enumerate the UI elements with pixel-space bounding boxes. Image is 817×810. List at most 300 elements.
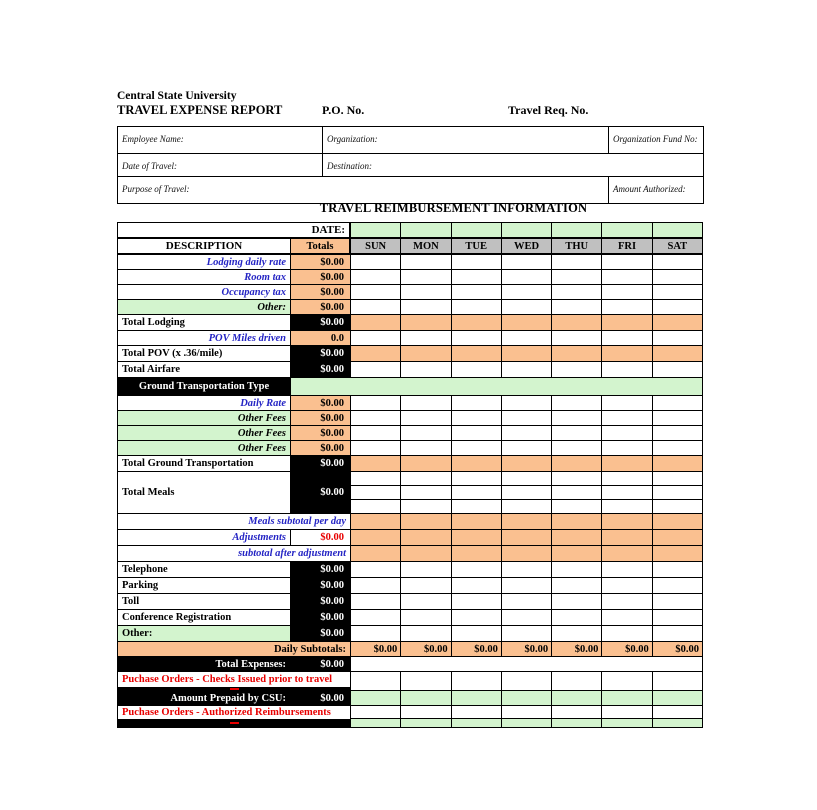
day-header-mon: MON: [401, 239, 451, 255]
meals-subtotal-per-day-day-cell-sat[interactable]: [653, 514, 703, 530]
amount-prepaid-csu-day-cell-tue[interactable]: [452, 691, 502, 706]
lodging-daily-rate-total-cell[interactable]: $0.00: [291, 255, 351, 270]
bottom-strip-day-cell-wed[interactable]: [502, 719, 552, 728]
daily-subtotals-value-thu: $0.00: [552, 642, 602, 657]
amount-prepaid-csu-day-cell-sat[interactable]: [653, 691, 703, 706]
lodging-daily-rate-day-cell-sun[interactable]: [351, 255, 401, 270]
lodging-other-row: [118, 300, 703, 315]
lodging-other-day-cell-mon[interactable]: [401, 300, 451, 315]
total-airfare-day-cell-fri[interactable]: [602, 362, 652, 378]
lodging-other-day-cell-sat[interactable]: [653, 300, 703, 315]
organization-field[interactable]: [323, 127, 609, 154]
amount-prepaid-csu-label: Amount Prepaid by CSU:: [170, 692, 286, 704]
occupancy-tax-day-cell-tue[interactable]: [452, 285, 502, 300]
toll-day-cell-mon[interactable]: [401, 594, 451, 610]
other-expenses-day-cell-mon[interactable]: [401, 626, 451, 642]
pov-miles-driven-day-cell-fri[interactable]: [602, 331, 652, 346]
lodging-daily-rate-day-cell-mon[interactable]: [401, 255, 451, 270]
po-checks-issued-day-cell-tue[interactable]: [452, 672, 502, 691]
amount-prepaid-csu-day-cell-sun[interactable]: [351, 691, 401, 706]
amount-prepaid-csu-day-cell-wed[interactable]: [502, 691, 552, 706]
po-authorized-reimbursements-day-cell-mon[interactable]: [401, 706, 451, 719]
po-authorized-reimbursements-day-cell-sat[interactable]: [653, 706, 703, 719]
ground-transportation-type-band-cell[interactable]: [291, 378, 703, 396]
total-meals-day-cell-thu-3[interactable]: [552, 500, 601, 513]
subtotal-after-adjustment-day-cell-sun[interactable]: [351, 546, 401, 562]
adjustments-day-cell-tue[interactable]: [452, 530, 502, 546]
total-airfare-day-cell-sun[interactable]: [351, 362, 401, 378]
total-meals-day-cell-mon-1[interactable]: [401, 472, 450, 486]
adjustments-day-cell-sat[interactable]: [653, 530, 703, 546]
other-fees-1-row: [118, 411, 703, 426]
other-expenses-label-cell: Other:: [118, 626, 291, 642]
other-fees-2-day-cell-thu[interactable]: [552, 426, 602, 441]
date-row-day-cell-wed[interactable]: [502, 223, 552, 239]
subtotal-after-adjustment-day-cell-sat[interactable]: [653, 546, 703, 562]
other-fees-3-day-cell-mon[interactable]: [401, 441, 451, 456]
other-fees-2-day-cell-wed[interactable]: [502, 426, 552, 441]
subtotal-after-adjustment-day-cell-tue[interactable]: [452, 546, 502, 562]
daily-rate-day-cell-sat[interactable]: [653, 396, 703, 411]
date-row-row: [118, 223, 703, 239]
pov-miles-driven-total-cell[interactable]: 0.0: [291, 331, 351, 346]
other-fees-1-label-cell: Other Fees: [118, 411, 291, 426]
occupancy-tax-day-cell-thu[interactable]: [552, 285, 602, 300]
pov-miles-driven-day-cell-sun[interactable]: [351, 331, 401, 346]
lodging-daily-rate-day-cell-fri[interactable]: [602, 255, 652, 270]
pov-miles-driven-day-cell-tue[interactable]: [452, 331, 502, 346]
occupancy-tax-label-cell: Occupancy tax: [118, 285, 291, 300]
bottom-strip-day-cell-mon[interactable]: [401, 719, 451, 728]
total-pov-day-cell-wed[interactable]: [502, 346, 552, 362]
total-ground-transportation-day-cell-tue[interactable]: [452, 456, 502, 472]
amount-prepaid-csu-day-cell-mon[interactable]: [401, 691, 451, 706]
conference-registration-day-cell-sun[interactable]: [351, 610, 401, 626]
travel-req-number-label: Travel Req. No.: [508, 103, 589, 117]
meals-subtotal-per-day-day-cell-mon[interactable]: [401, 514, 451, 530]
total-airfare-total-cell: $0.00: [291, 362, 351, 378]
total-meals-day-cell-wed-2[interactable]: [502, 486, 551, 500]
parking-row: [118, 578, 703, 594]
bottom-strip-day-cell-sat[interactable]: [653, 719, 703, 728]
description-column-header: DESCRIPTION: [118, 239, 291, 255]
total-expenses-blank-cell: [351, 657, 703, 672]
telephone-day-cell-sun[interactable]: [351, 562, 401, 578]
total-pov-day-cell-thu[interactable]: [552, 346, 602, 362]
other-expenses-day-cell-thu[interactable]: [552, 626, 602, 642]
room-tax-day-cell-tue[interactable]: [452, 270, 502, 285]
other-fees-1-day-cell-sat[interactable]: [653, 411, 703, 426]
other-expenses-day-cell-fri[interactable]: [602, 626, 652, 642]
total-meals-day-cell-sat-3[interactable]: [653, 500, 702, 513]
parking-day-cell-mon[interactable]: [401, 578, 451, 594]
toll-day-cell-fri[interactable]: [602, 594, 652, 610]
bottom-strip-day-cell-thu[interactable]: [552, 719, 602, 728]
day-header-tue: TUE: [452, 239, 502, 255]
total-airfare-day-cell-tue[interactable]: [452, 362, 502, 378]
conference-registration-total-cell: $0.00: [291, 610, 351, 626]
meals-subtotal-per-day-day-cell-fri[interactable]: [602, 514, 652, 530]
meals-subtotal-per-day-day-cell-tue[interactable]: [452, 514, 502, 530]
total-expenses-row: [118, 657, 703, 672]
pov-miles-driven-day-cell-wed[interactable]: [502, 331, 552, 346]
total-pov-day-cell-mon[interactable]: [401, 346, 451, 362]
daily-rate-row: [118, 396, 703, 411]
bottom-strip-day-cell-fri[interactable]: [602, 719, 652, 728]
other-fees-1-total-cell[interactable]: $0.00: [291, 411, 351, 426]
room-tax-day-cell-sun[interactable]: [351, 270, 401, 285]
other-fees-2-day-cell-fri[interactable]: [602, 426, 652, 441]
parking-day-cell-wed[interactable]: [502, 578, 552, 594]
total-meals-day-cell-tue-1[interactable]: [452, 472, 501, 486]
total-airfare-day-cell-sat[interactable]: [653, 362, 703, 378]
adjustments-day-cell-thu[interactable]: [552, 530, 602, 546]
telephone-day-cell-tue[interactable]: [452, 562, 502, 578]
daily-rate-total-cell[interactable]: $0.00: [291, 396, 351, 411]
total-ground-transportation-day-cell-sat[interactable]: [653, 456, 703, 472]
daily-subtotals-value-sat: $0.00: [653, 642, 703, 657]
date-row-day-cell-mon[interactable]: [401, 223, 451, 239]
day-header-sat: SAT: [653, 239, 703, 255]
amount-authorized-field[interactable]: [609, 177, 703, 203]
adjustments-day-cell-wed[interactable]: [502, 530, 552, 546]
purpose-of-travel-field[interactable]: [118, 177, 609, 203]
report-header: [117, 90, 790, 124]
total-meals-day-col-fri: [602, 472, 652, 514]
total-meals-day-cell-mon-2[interactable]: [401, 486, 450, 500]
total-meals-day-col-thu: [552, 472, 602, 514]
other-fees-1-day-cell-tue[interactable]: [452, 411, 502, 426]
toll-day-cell-wed[interactable]: [502, 594, 552, 610]
other-fees-3-day-cell-tue[interactable]: [452, 441, 502, 456]
total-ground-transportation-day-cell-fri[interactable]: [602, 456, 652, 472]
po-checks-issued-label-cell: Puchase Orders - Checks Issued prior to travel: [118, 672, 351, 687]
total-pov-row: [118, 346, 703, 362]
other-fees-3-total-cell[interactable]: $0.00: [291, 441, 351, 456]
parking-total-cell: $0.00: [291, 578, 351, 594]
meals-subtotal-per-day-day-cell-wed[interactable]: [502, 514, 552, 530]
amount-prepaid-csu-day-cell-fri[interactable]: [602, 691, 652, 706]
total-meals-day-cell-fri-1[interactable]: [602, 472, 651, 486]
total-meals-day-cell-sat-2[interactable]: [653, 486, 702, 500]
totals-column-header: Totals: [291, 239, 351, 255]
date-row-day-cell-fri[interactable]: [602, 223, 652, 239]
po-authorized-reimbursements-day-cell-sun[interactable]: [351, 706, 401, 719]
conference-registration-day-cell-wed[interactable]: [502, 610, 552, 626]
meals-subtotal-per-day-row: [118, 514, 703, 530]
lodging-other-day-cell-wed[interactable]: [502, 300, 552, 315]
subtotal-after-adjustment-label-cell: subtotal after adjustment: [118, 546, 351, 562]
other-fees-2-day-cell-sat[interactable]: [653, 426, 703, 441]
total-pov-day-cell-sun[interactable]: [351, 346, 401, 362]
total-meals-label-cell: Total Meals: [118, 472, 291, 514]
other-expenses-day-cell-tue[interactable]: [452, 626, 502, 642]
pov-miles-driven-day-cell-mon[interactable]: [401, 331, 451, 346]
room-tax-day-cell-thu[interactable]: [552, 270, 602, 285]
date-row-day-cell-tue[interactable]: [452, 223, 502, 239]
other-fees-1-day-cell-mon[interactable]: [401, 411, 451, 426]
day-header-wed: WED: [502, 239, 552, 255]
amount-authorized-label: Amount Authorized:: [613, 184, 686, 194]
po-checks-issued-day-cell-thu[interactable]: [552, 672, 602, 691]
telephone-row: [118, 562, 703, 578]
other-expenses-day-cell-wed[interactable]: [502, 626, 552, 642]
total-airfare-row: [118, 362, 703, 378]
total-meals-day-cell-fri-2[interactable]: [602, 486, 651, 500]
subtotal-after-adjustment-day-cell-thu[interactable]: [552, 546, 602, 562]
total-meals-day-cell-wed-3[interactable]: [502, 500, 551, 513]
telephone-day-cell-thu[interactable]: [552, 562, 602, 578]
date-row-day-cell-thu[interactable]: [552, 223, 602, 239]
other-fees-1-day-cell-thu[interactable]: [552, 411, 602, 426]
total-pov-day-cell-tue[interactable]: [452, 346, 502, 362]
other-fees-1-day-cell-wed[interactable]: [502, 411, 552, 426]
total-airfare-day-cell-mon[interactable]: [401, 362, 451, 378]
lodging-daily-rate-day-cell-tue[interactable]: [452, 255, 502, 270]
telephone-total-cell: $0.00: [291, 562, 351, 578]
total-pov-day-cell-sat[interactable]: [653, 346, 703, 362]
total-meals-day-cell-thu-1[interactable]: [552, 472, 601, 486]
room-tax-total-cell[interactable]: $0.00: [291, 270, 351, 285]
total-meals-day-cell-wed-1[interactable]: [502, 472, 551, 486]
ground-transportation-type-label-cell: Ground Transportation Type: [118, 378, 291, 396]
ground-transportation-type-row: [118, 378, 703, 396]
pov-miles-driven-row: [118, 331, 703, 346]
room-tax-day-cell-wed[interactable]: [502, 270, 552, 285]
parking-day-cell-sun[interactable]: [351, 578, 401, 594]
amount-prepaid-csu-day-cell-thu[interactable]: [552, 691, 602, 706]
total-ground-transportation-day-cell-mon[interactable]: [401, 456, 451, 472]
daily-rate-day-cell-sun[interactable]: [351, 396, 401, 411]
other-fees-3-day-cell-sun[interactable]: [351, 441, 401, 456]
other-fees-2-day-cell-sun[interactable]: [351, 426, 401, 441]
parking-day-cell-fri[interactable]: [602, 578, 652, 594]
daily-subtotals-value-tue: $0.00: [452, 642, 502, 657]
total-lodging-day-cell-tue[interactable]: [452, 315, 502, 331]
other-fees-3-label-cell: Other Fees: [118, 441, 291, 456]
other-expenses-day-cell-sat[interactable]: [653, 626, 703, 642]
total-lodging-day-cell-sat[interactable]: [653, 315, 703, 331]
amount-prepaid-csu-row: [118, 691, 703, 706]
bottom-strip-day-cell-tue[interactable]: [452, 719, 502, 728]
conference-registration-label-cell: Conference Registration: [118, 610, 291, 626]
daily-subtotals-value-mon: $0.00: [401, 642, 451, 657]
bottom-strip-row: [118, 719, 703, 728]
toll-row: [118, 594, 703, 610]
total-meals-day-cell-tue-2[interactable]: [452, 486, 501, 500]
subtotal-after-adjustment-day-cell-fri[interactable]: [602, 546, 652, 562]
room-tax-day-cell-mon[interactable]: [401, 270, 451, 285]
po-checks-issued-day-cell-wed[interactable]: [502, 672, 552, 691]
telephone-day-cell-mon[interactable]: [401, 562, 451, 578]
subtotal-after-adjustment-day-cell-wed[interactable]: [502, 546, 552, 562]
total-pov-day-cell-fri[interactable]: [602, 346, 652, 362]
daily-rate-day-cell-thu[interactable]: [552, 396, 602, 411]
lodging-other-total-cell[interactable]: $0.00: [291, 300, 351, 315]
total-lodging-day-cell-wed[interactable]: [502, 315, 552, 331]
po-checks-issued-day-cell-fri[interactable]: [602, 672, 652, 691]
lodging-other-day-cell-tue[interactable]: [452, 300, 502, 315]
toll-day-cell-sat[interactable]: [653, 594, 703, 610]
traveler-info-form: [117, 126, 704, 204]
parking-day-cell-thu[interactable]: [552, 578, 602, 594]
toll-total-cell: $0.00: [291, 594, 351, 610]
total-ground-transportation-day-cell-sun[interactable]: [351, 456, 401, 472]
room-tax-day-cell-fri[interactable]: [602, 270, 652, 285]
employee-name-field[interactable]: [118, 127, 323, 154]
lodging-daily-rate-day-cell-wed[interactable]: [502, 255, 552, 270]
parking-day-cell-sat[interactable]: [653, 578, 703, 594]
telephone-day-cell-sat[interactable]: [653, 562, 703, 578]
total-ground-transportation-total-cell: $0.00: [291, 456, 351, 472]
meals-subtotal-per-day-day-cell-sun[interactable]: [351, 514, 401, 530]
column-header-row-row: [118, 239, 703, 255]
org-fund-no-field[interactable]: [609, 127, 703, 154]
total-meals-day-cell-fri-3[interactable]: [602, 500, 651, 513]
parking-label-cell: Parking: [118, 578, 291, 594]
lodging-other-day-cell-fri[interactable]: [602, 300, 652, 315]
adjustments-day-cell-mon[interactable]: [401, 530, 451, 546]
bottom-strip-black-cell: [118, 719, 351, 728]
total-lodging-day-cell-mon[interactable]: [401, 315, 451, 331]
other-fees-3-day-cell-thu[interactable]: [552, 441, 602, 456]
other-expenses-day-cell-sun[interactable]: [351, 626, 401, 642]
toll-label-cell: Toll: [118, 594, 291, 610]
other-fees-1-day-cell-fri[interactable]: [602, 411, 652, 426]
total-meals-day-cell-sat-1[interactable]: [653, 472, 702, 486]
total-ground-transportation-day-cell-thu[interactable]: [552, 456, 602, 472]
total-meals-day-cell-sun-3[interactable]: [351, 500, 400, 513]
destination-field[interactable]: [323, 154, 703, 177]
comment-dash-icon: [230, 688, 239, 690]
pov-miles-driven-day-cell-sat[interactable]: [653, 331, 703, 346]
org-fund-no-label: Organization Fund No:: [613, 134, 698, 144]
other-fees-3-day-cell-wed[interactable]: [502, 441, 552, 456]
other-fees-2-day-cell-tue[interactable]: [452, 426, 502, 441]
other-expenses-row: [118, 626, 703, 642]
amount-prepaid-csu-value: $0.00: [320, 692, 344, 704]
date-of-travel-field[interactable]: [118, 154, 323, 177]
date-row-day-cell-sun[interactable]: [351, 223, 401, 239]
total-meals-day-col-wed: [502, 472, 552, 514]
conference-registration-day-cell-fri[interactable]: [602, 610, 652, 626]
po-checks-issued-day-cell-sun[interactable]: [351, 672, 401, 691]
subtotal-after-adjustment-day-cell-mon[interactable]: [401, 546, 451, 562]
lodging-other-day-cell-thu[interactable]: [552, 300, 602, 315]
other-fees-3-day-cell-sat[interactable]: [653, 441, 703, 456]
daily-rate-day-cell-mon[interactable]: [401, 396, 451, 411]
total-ground-transportation-label-cell: Total Ground Transportation: [118, 456, 291, 472]
room-tax-day-cell-sat[interactable]: [653, 270, 703, 285]
organization-label: Organization:: [327, 134, 378, 144]
toll-day-cell-thu[interactable]: [552, 594, 602, 610]
total-meals-day-cell-sun-2[interactable]: [351, 486, 400, 500]
total-ground-transportation-day-cell-wed[interactable]: [502, 456, 552, 472]
daily-rate-day-cell-tue[interactable]: [452, 396, 502, 411]
bottom-strip-day-cell-sun[interactable]: [351, 719, 401, 728]
total-meals-day-col-mon: [401, 472, 451, 514]
occupancy-tax-day-cell-sun[interactable]: [351, 285, 401, 300]
conference-registration-row: [118, 610, 703, 626]
other-fees-1-day-cell-sun[interactable]: [351, 411, 401, 426]
room-tax-label-cell: Room tax: [118, 270, 291, 285]
lodging-other-day-cell-sun[interactable]: [351, 300, 401, 315]
daily-subtotals-label-cell: Daily Subtotals:: [118, 642, 351, 657]
telephone-label-cell: Telephone: [118, 562, 291, 578]
telephone-day-cell-fri[interactable]: [602, 562, 652, 578]
adjustments-day-cell-fri[interactable]: [602, 530, 652, 546]
purpose-of-travel-label: Purpose of Travel:: [122, 184, 190, 194]
occupancy-tax-day-cell-sat[interactable]: [653, 285, 703, 300]
subtotal-after-adjustment-row: [118, 546, 703, 562]
lodging-daily-rate-day-cell-sat[interactable]: [653, 255, 703, 270]
total-meals-day-cell-thu-2[interactable]: [552, 486, 601, 500]
po-authorized-reimbursements-day-cell-thu[interactable]: [552, 706, 602, 719]
total-expenses-label-cell: [118, 657, 351, 672]
day-header-sun: SUN: [351, 239, 401, 255]
occupancy-tax-day-cell-wed[interactable]: [502, 285, 552, 300]
total-lodging-day-cell-sun[interactable]: [351, 315, 401, 331]
total-airfare-day-cell-wed[interactable]: [502, 362, 552, 378]
toll-day-cell-sun[interactable]: [351, 594, 401, 610]
daily-rate-day-cell-wed[interactable]: [502, 396, 552, 411]
telephone-day-cell-wed[interactable]: [502, 562, 552, 578]
po-authorized-reimbursements-day-cell-fri[interactable]: [602, 706, 652, 719]
other-expenses-total-cell: $0.00: [291, 626, 351, 642]
conference-registration-day-cell-sat[interactable]: [653, 610, 703, 626]
daily-rate-day-cell-fri[interactable]: [602, 396, 652, 411]
pov-miles-driven-day-cell-thu[interactable]: [552, 331, 602, 346]
occupancy-tax-day-cell-mon[interactable]: [401, 285, 451, 300]
po-checks-issued-row: [118, 672, 703, 691]
po-checks-issued-day-cell-sat[interactable]: [653, 672, 703, 691]
po-authorized-reimbursements-day-cell-wed[interactable]: [502, 706, 552, 719]
conference-registration-day-cell-tue[interactable]: [452, 610, 502, 626]
total-meals-day-cell-mon-3[interactable]: [401, 500, 450, 513]
destination-label: Destination:: [327, 161, 372, 171]
po-authorized-reimbursements-day-cell-tue[interactable]: [452, 706, 502, 719]
parking-day-cell-tue[interactable]: [452, 578, 502, 594]
university-name: Central State University: [117, 90, 237, 102]
lodging-daily-rate-day-cell-thu[interactable]: [552, 255, 602, 270]
occupancy-tax-day-cell-fri[interactable]: [602, 285, 652, 300]
daily-subtotals-row: [118, 642, 703, 657]
conference-registration-day-cell-thu[interactable]: [552, 610, 602, 626]
adjustments-value-cell[interactable]: $0.00: [291, 530, 351, 546]
total-airfare-day-cell-thu[interactable]: [552, 362, 602, 378]
total-meals-day-cell-sun-1[interactable]: [351, 472, 400, 486]
occupancy-tax-total-cell[interactable]: $0.00: [291, 285, 351, 300]
toll-day-cell-tue[interactable]: [452, 594, 502, 610]
meals-subtotal-per-day-day-cell-thu[interactable]: [552, 514, 602, 530]
other-fees-3-day-cell-fri[interactable]: [602, 441, 652, 456]
po-number-label: P.O. No.: [322, 103, 365, 117]
adjustments-day-cell-sun[interactable]: [351, 530, 401, 546]
po-checks-issued-day-cell-mon[interactable]: [401, 672, 451, 691]
total-lodging-row: [118, 315, 703, 331]
conference-registration-day-cell-mon[interactable]: [401, 610, 451, 626]
other-fees-2-total-cell[interactable]: $0.00: [291, 426, 351, 441]
total-meals-day-col-tue: [452, 472, 502, 514]
adjustments-row: [118, 530, 703, 546]
other-fees-2-day-cell-mon[interactable]: [401, 426, 451, 441]
total-lodging-day-cell-fri[interactable]: [602, 315, 652, 331]
total-meals-day-cell-tue-3[interactable]: [452, 500, 501, 513]
daily-subtotals-value-wed: $0.00: [502, 642, 552, 657]
date-row-day-cell-sat[interactable]: [653, 223, 703, 239]
total-lodging-day-cell-thu[interactable]: [552, 315, 602, 331]
total-lodging-total-cell: $0.00: [291, 315, 351, 331]
